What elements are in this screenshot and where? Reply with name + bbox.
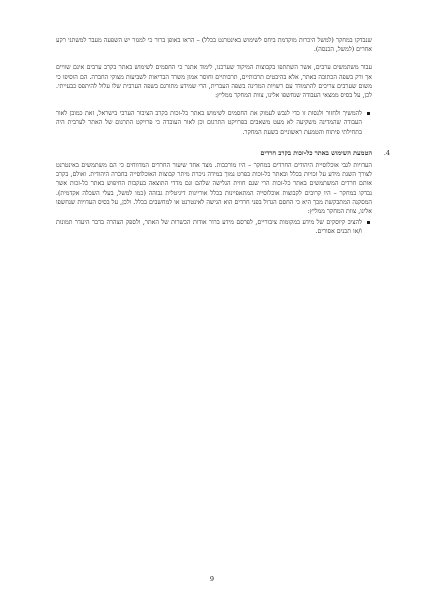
- paragraph-3: העדויות לגבי אוכלוסיית היהודים החרדים במחקר – היו מורכבות. מצד אחד שיעור החרדים המדווחים כי הם משתמשים באינטרנט לצורך השגת מידע על זכויות בכלל ובאתר כל-זכות בפרט נמוך במידה ניכרת מיתר קבוצות האוכלוסייה בחברה היהודית. ואולם, בקרב אותם חרדים המשתמשים באתר כל-זכות הרי שגם חווית הגלישה שלהם וגם מדדי התוצאה בעקבות החיפוש באתר כל-זכות אשר נבדקו במחקר – היו קרובים לקבוצות אוכלוסייה המתאפיינות בכלל אוריינות דיגיטלית גבוהה (כמו למשל, בעלי השכלה אקדמית). המסקנה המתבקשת מכך היא כי החסם הגדול בפני חרדים הוא הגישה לאינטרנט או למחשבים בכלל. ולכן, על בסיס העדויות שנחשפו אלינו, צוות המחקר ממליץ:: [56, 162, 372, 216]
- section-heading: [56, 148, 390, 158]
- bullet-item: [56, 109, 372, 137]
- bullet-icon: [367, 221, 370, 224]
- page-content: [56, 36, 390, 239]
- bullet-text: להמשיך ולחזור ולנסות זו כדי לגבש לעמוק את החסמים לשימוש באתר כל-זכות בקרב הציבור הערבי בישראל, זאת כמובן לאור העבודה שהמדינה משקיעה לא מעט משאבים בפרויקט התרגום וכן לאור העובדה כי פרויקט התרגום של האתר לערבית היה בתחילתי פיתוח והטמעת ראשוניים בשעת המחקר.: [56, 110, 362, 136]
- paragraph-1: שנבדקו במחקר (למשל היכרות מוקדמת ביחס לשימוש באינטרנט בכלל) – הראו באופן ברור כי למגזר יש השפעה מעבר למשתני רקע אחרים (למשל, הכנסה).: [56, 37, 372, 54]
- paragraph-2: עבור משתמשים ערבים, אשר השתתפו בקבוצות המיקוד שערכנו, לימוד אתגר כי החסמים לשימוש באתר בקרב ערבים אינם שוויים אך ורק בשפה הכתובה באתר, אלא בהיבטים תרבותיים, תרבותיים וחוסר אמון משרד הבריאות לשביעות מצוקי החברה. הם הוסיפו כי משום שערבים צריכים להתמודד עם רשויות המדינה בשפה העברית, הרי שמידע מתורגם בשפה הערבית שלו עלול להיתפס כבעייתי. לכן, על בסיס ממצאי העבודה שנחשפו אלינו, צוות המחקר ממליץ:: [56, 64, 372, 100]
- section-title: הטמעת השימוש באתר כל-זכות בקרב חרדים: [260, 148, 372, 157]
- bullet-icon: [367, 112, 370, 115]
- section-number: 4.: [383, 148, 390, 157]
- bullet-text: להציב קיוסקים של מידע במקומות ציבוריים, לפרסם מידע ברור אודות הכשרות של האתר, ולספק הצהרה בדבר היעדר תמונות ו/או תכנים אסורים.: [56, 219, 362, 236]
- page-number: 9: [209, 575, 215, 583]
- bullet-item: [56, 218, 372, 236]
